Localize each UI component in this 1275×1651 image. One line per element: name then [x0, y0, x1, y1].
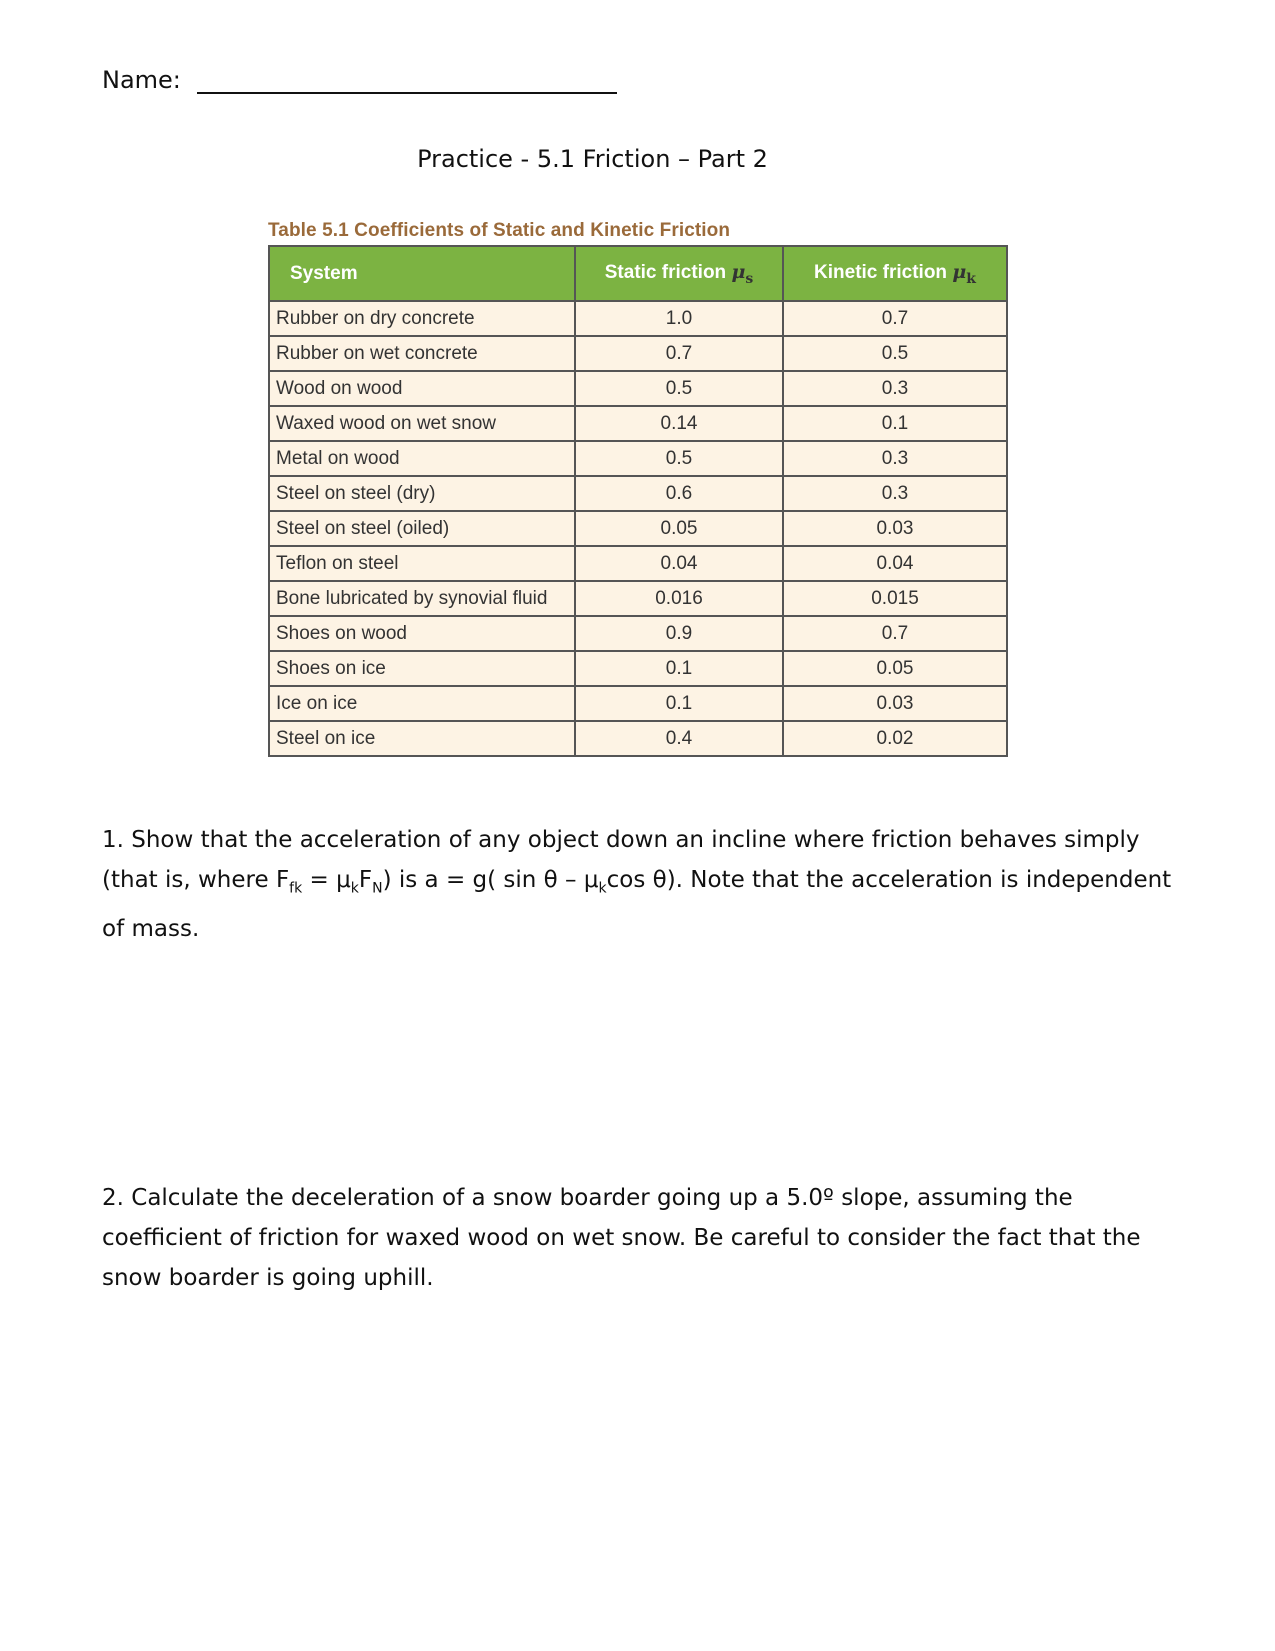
cell-system: Steel on ice: [269, 721, 575, 756]
cell-static: 0.6: [575, 476, 783, 511]
table-header-row: [269, 246, 1007, 301]
cell-static: 0.016: [575, 581, 783, 616]
table-row: [269, 476, 1007, 511]
table-row: [269, 686, 1007, 721]
cell-system: Metal on wood: [269, 441, 575, 476]
cell-kinetic: 0.5: [783, 336, 1007, 371]
column-header-kinetic: Kinetic friction $\mu_k$: [783, 246, 1007, 301]
question-2: 2. Calculate the deceleration of a snow boarder going up a 5.0º slope, assuming the coefficient of friction for waxed wood on wet snow. Be careful to consider the fact that the snow boarder is going uphill.: [102, 1185, 1141, 1291]
cell-system: Ice on ice: [269, 686, 575, 721]
cell-system: Steel on steel (dry): [269, 476, 575, 511]
cell-kinetic: 0.015: [783, 581, 1007, 616]
table-row: [269, 616, 1007, 651]
name-label: Name:: [102, 66, 181, 94]
cell-system: Rubber on dry concrete: [269, 301, 575, 336]
table-row: [269, 371, 1007, 406]
mu-k-symbol: $\mu_k$: [952, 260, 976, 287]
table-row: [269, 546, 1007, 581]
table-caption: Table 5.1 Coefficients of Static and Kinetic Friction: [268, 220, 731, 241]
question-1: 1. Show that the acceleration of any object down an incline where friction behaves simply (that is, where $F_{fk} = \mu_kF_N$) is a = g( sin θ – $\mu_k\cos$ θ). Note that the acceleration is independent of mass.: [102, 827, 1172, 942]
cell-kinetic: 0.03: [783, 511, 1007, 546]
cell-system: Bone lubricated by synovial fluid: [269, 581, 575, 616]
cell-static: 0.9: [575, 616, 783, 651]
friction-table-container: [268, 220, 1008, 757]
cell-kinetic: 0.3: [783, 476, 1007, 511]
cell-kinetic: 0.1: [783, 406, 1007, 441]
table-row: [269, 721, 1007, 756]
cell-system: Rubber on wet concrete: [269, 336, 575, 371]
cell-static: 0.5: [575, 441, 783, 476]
cell-system: Teflon on steel: [269, 546, 575, 581]
cell-static: 0.05: [575, 511, 783, 546]
table-row: [269, 441, 1007, 476]
column-header-static: Static friction $\mu_s$: [575, 246, 783, 301]
cell-kinetic: 0.7: [783, 301, 1007, 336]
cell-kinetic: 0.3: [783, 371, 1007, 406]
cell-kinetic: 0.05: [783, 651, 1007, 686]
mu-s-symbol: $\mu_s$: [731, 260, 754, 287]
cell-static: 0.04: [575, 546, 783, 581]
cell-static: 0.1: [575, 686, 783, 721]
table-row: [269, 406, 1007, 441]
table-row: [269, 511, 1007, 546]
cell-system: Waxed wood on wet snow: [269, 406, 575, 441]
table-row: [269, 301, 1007, 336]
cell-static: 0.7: [575, 336, 783, 371]
cell-static: 0.14: [575, 406, 783, 441]
column-header-system: System: [269, 246, 575, 301]
name-field-row: [102, 66, 617, 94]
cell-system: Wood on wood: [269, 371, 575, 406]
table-row: [269, 651, 1007, 686]
page-title: Practice - 5.1 Friction – Part 2: [417, 145, 768, 173]
cell-kinetic: 0.04: [783, 546, 1007, 581]
cell-static: 0.5: [575, 371, 783, 406]
cell-system: Shoes on ice: [269, 651, 575, 686]
friction-coefficients-table: [268, 245, 1008, 757]
cell-kinetic: 0.03: [783, 686, 1007, 721]
table-row: [269, 336, 1007, 371]
cell-static: 0.1: [575, 651, 783, 686]
name-blank-line[interactable]: [197, 66, 617, 94]
cell-static: 0.4: [575, 721, 783, 756]
cell-kinetic: 0.02: [783, 721, 1007, 756]
table-row: [269, 581, 1007, 616]
cell-system: Steel on steel (oiled): [269, 511, 575, 546]
cell-static: 1.0: [575, 301, 783, 336]
cell-kinetic: 0.7: [783, 616, 1007, 651]
cell-kinetic: 0.3: [783, 441, 1007, 476]
cell-system: Shoes on wood: [269, 616, 575, 651]
